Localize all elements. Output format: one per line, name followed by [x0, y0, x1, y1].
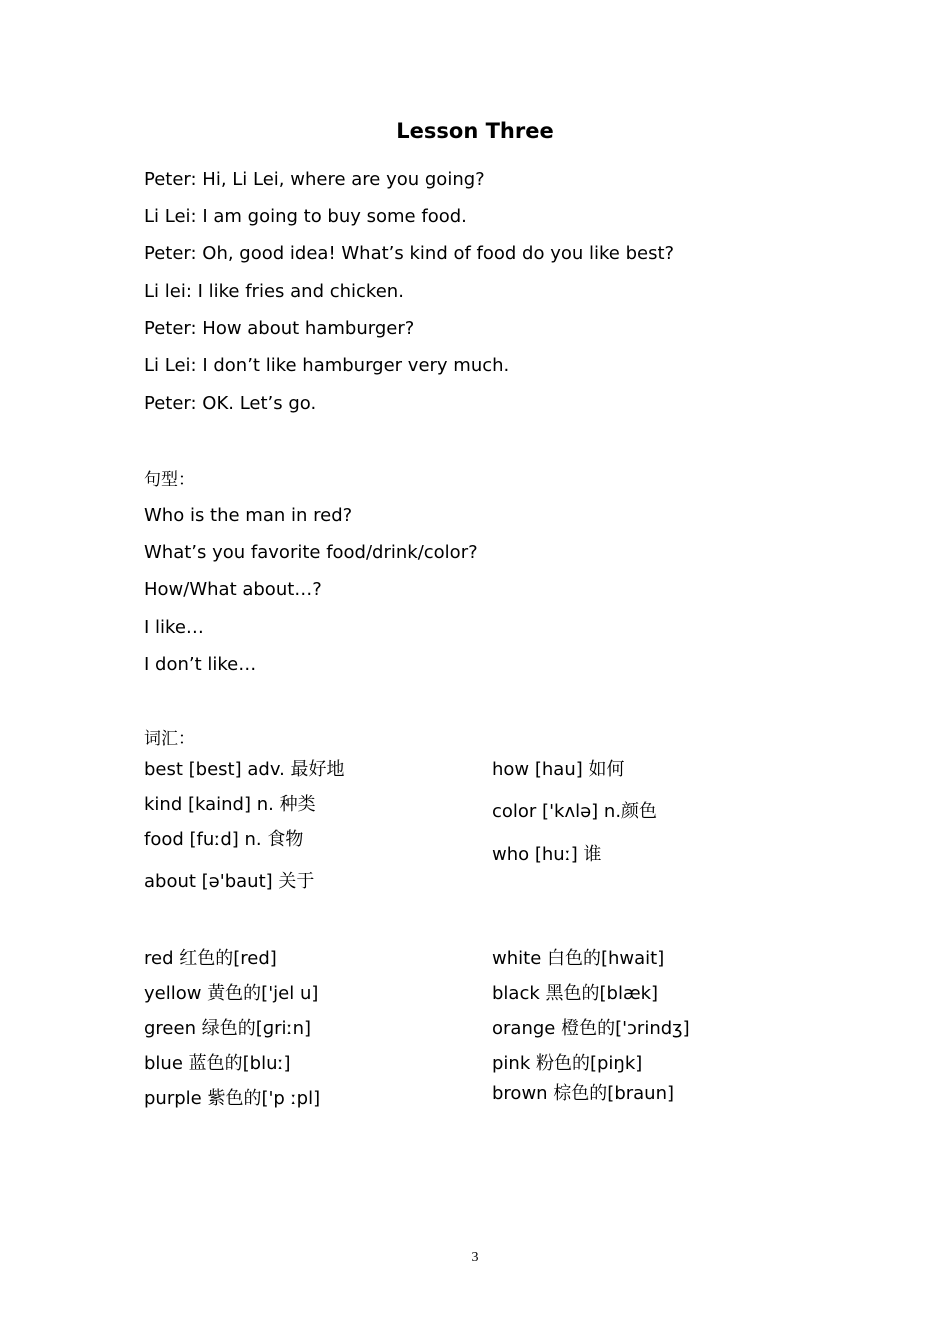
color-word: green 绿色的[ɡriːn]: [144, 1018, 312, 1039]
color-word: brown 棕色的[braun]: [492, 1083, 675, 1104]
color-word: orange 橙色的['ɔrindʒ]: [492, 1018, 690, 1039]
lesson-title: Lesson Three: [396, 119, 554, 143]
patterns-heading: 句型：: [144, 470, 195, 490]
dialogue-line: Peter: Oh, good idea! What’s kind of food do you like best?: [144, 243, 675, 264]
color-word: pink 粉色的[piŋk]: [492, 1053, 643, 1074]
dialogue-line: Li Lei: I don’t like hamburger very much.: [144, 355, 510, 376]
pattern-line: I don’t like…: [144, 654, 257, 675]
color-word: red 红色的[red]: [144, 948, 277, 969]
vocab-item: about [ə'baut] 关于: [144, 871, 315, 892]
dialogue-line: Peter: OK. Let’s go.: [144, 393, 317, 414]
pattern-line: I like…: [144, 617, 204, 638]
color-word: purple 紫色的['p ːpl]: [144, 1088, 321, 1109]
vocab-item: kind [kaind] n. 种类: [144, 794, 316, 815]
dialogue-line: Li lei: I like fries and chicken.: [144, 281, 404, 302]
dialogue-line: Peter: Hi, Li Lei, where are you going?: [144, 169, 485, 190]
page-number: 3: [471, 1250, 479, 1265]
pattern-line: Who is the man in red?: [144, 505, 353, 526]
vocab-heading: 词汇：: [144, 729, 195, 749]
pattern-line: How/What about…?: [144, 579, 322, 600]
color-word: black 黑色的[blæk]: [492, 983, 659, 1004]
color-word: white 白色的[hwait]: [492, 948, 665, 969]
vocab-item: color ['kʌlə] n.颜色: [492, 801, 658, 822]
vocab-item: who [huː] 谁: [492, 844, 602, 865]
vocab-item: best [best] adv. 最好地: [144, 759, 345, 780]
vocab-item: how [hau] 如何: [492, 759, 625, 780]
dialogue-line: Li Lei: I am going to buy some food.: [144, 206, 467, 227]
vocab-item: food [fuːd] n. 食物: [144, 829, 304, 850]
dialogue-line: Peter: How about hamburger?: [144, 318, 415, 339]
color-word: yellow 黄色的['jel u]: [144, 983, 319, 1004]
color-word: blue 蓝色的[bluː]: [144, 1053, 291, 1074]
pattern-line: What’s you favorite food/drink/color?: [144, 542, 478, 563]
